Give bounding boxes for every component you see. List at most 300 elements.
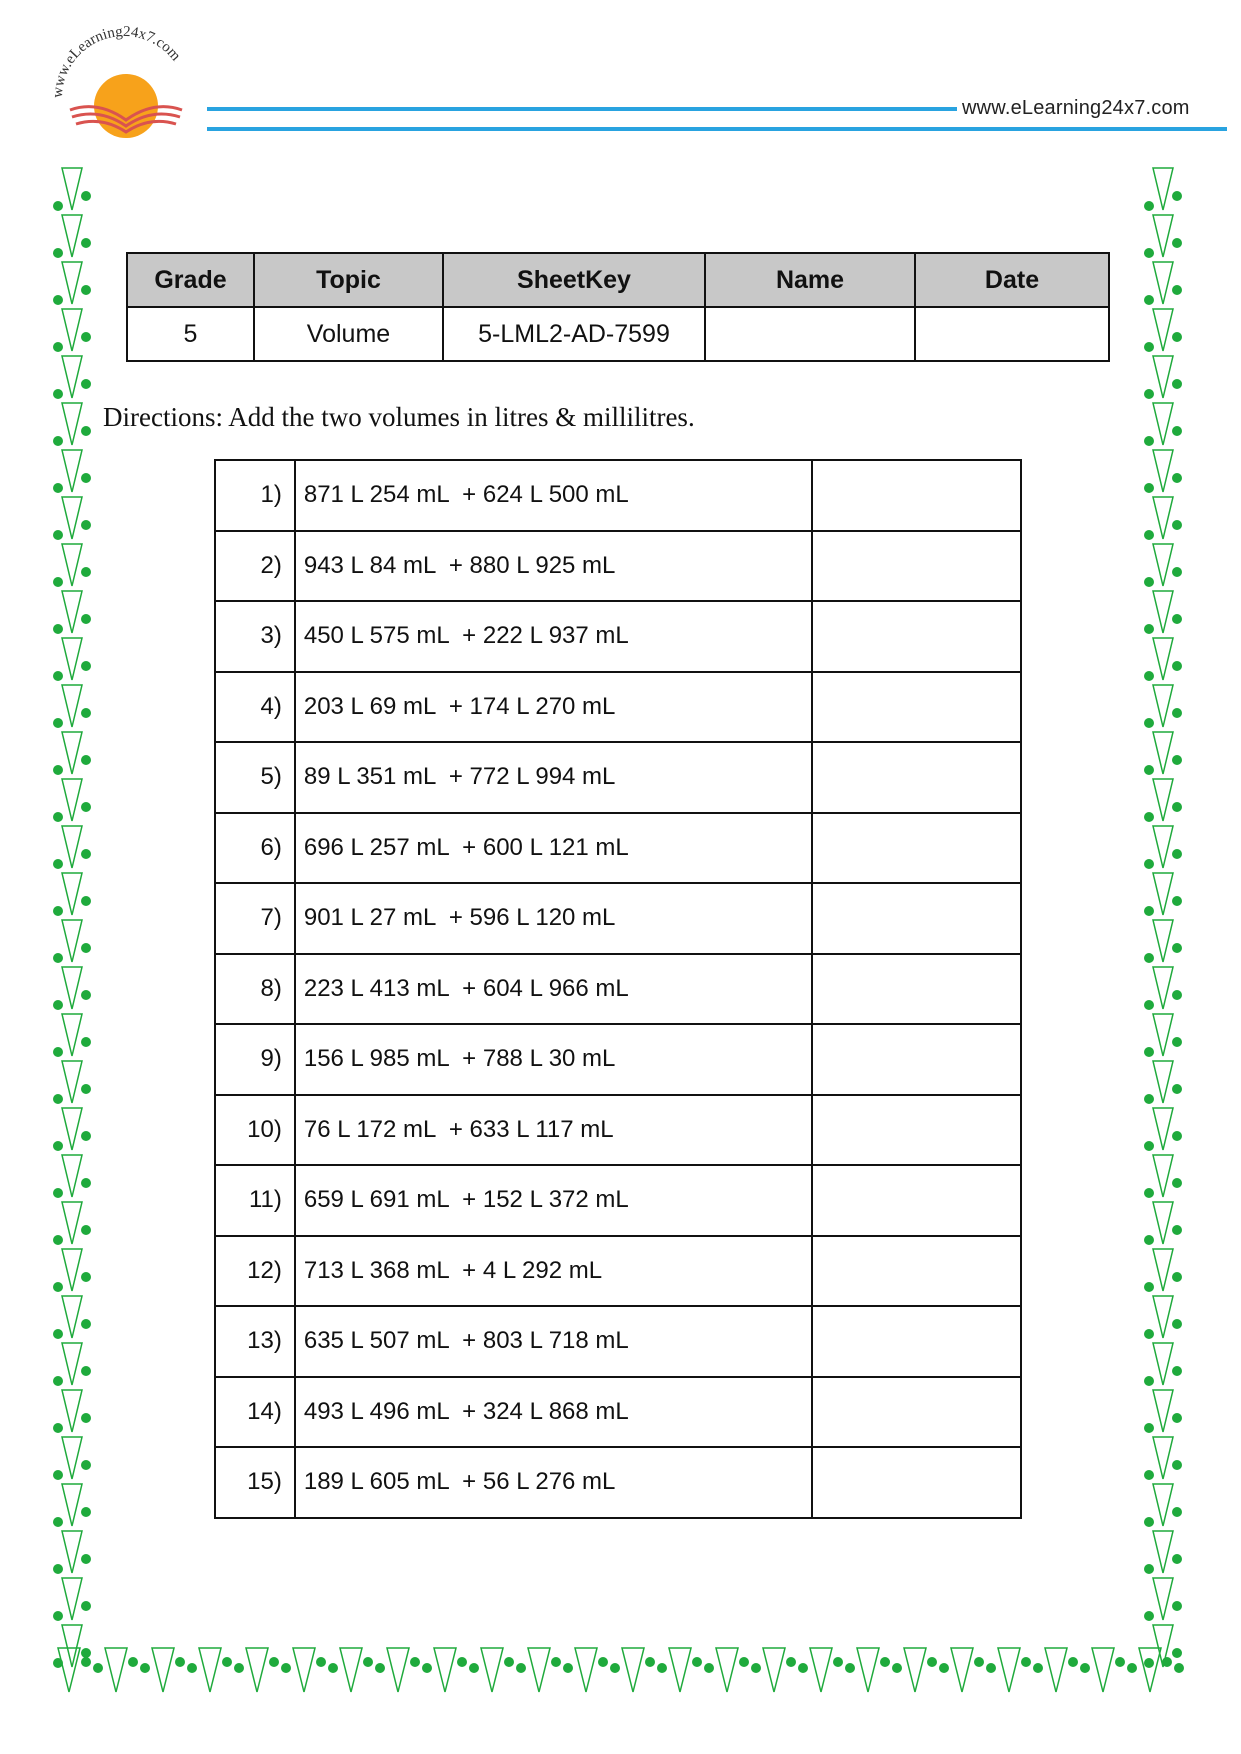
border-dot: [598, 1657, 608, 1667]
answer-cell[interactable]: [812, 1165, 1021, 1236]
border-dot: [845, 1663, 855, 1673]
border-dot: [53, 1470, 63, 1480]
border-triangle: [1153, 638, 1173, 680]
header-date: Date: [915, 253, 1109, 307]
border-dot: [81, 1657, 91, 1667]
border-dot: [1172, 1037, 1182, 1047]
border-dot: [222, 1657, 232, 1667]
border-dot: [657, 1663, 667, 1673]
border-dot: [1144, 1094, 1154, 1104]
border-dot: [692, 1657, 702, 1667]
problem-row: [215, 1447, 1021, 1518]
border-triangle: [1153, 1296, 1173, 1338]
border-triangle: [1153, 1437, 1173, 1479]
border-dot: [81, 1084, 91, 1094]
border-triangle: [387, 1648, 409, 1692]
border-dot: [1144, 812, 1154, 822]
border-dot: [281, 1663, 291, 1673]
answer-cell[interactable]: [812, 1236, 1021, 1307]
problem-row: [215, 1236, 1021, 1307]
border-triangle: [62, 403, 82, 445]
border-triangle: [62, 1155, 82, 1197]
answer-cell[interactable]: [812, 601, 1021, 672]
problem-row: [215, 1165, 1021, 1236]
border-dot: [316, 1657, 326, 1667]
border-triangle: [62, 1202, 82, 1244]
problem-expression: 203 L 69 mL + 174 L 270 mL: [295, 672, 812, 743]
problem-row: [215, 954, 1021, 1025]
site-url: www.eLearning24x7.com: [962, 97, 1190, 119]
topic-value: Volume: [254, 307, 443, 361]
border-dot: [410, 1657, 420, 1667]
border-dot: [1144, 1658, 1154, 1668]
elearning-logo: [40, 20, 210, 150]
border-triangle: [62, 1014, 82, 1056]
problem-row: [215, 531, 1021, 602]
border-triangle: [62, 685, 82, 727]
border-dot: [1172, 1554, 1182, 1564]
border-dot: [1172, 661, 1182, 671]
border-dot: [1172, 614, 1182, 624]
border-triangle: [62, 638, 82, 680]
header-sheetkey: SheetKey: [443, 253, 705, 307]
border-dot: [81, 755, 91, 765]
border-dot: [645, 1657, 655, 1667]
border-triangle: [1153, 920, 1173, 962]
border-dot: [53, 1235, 63, 1245]
border-dot: [53, 483, 63, 493]
name-field[interactable]: [705, 307, 915, 361]
border-dot: [1144, 906, 1154, 916]
border-dot: [81, 1178, 91, 1188]
answer-cell[interactable]: [812, 1306, 1021, 1377]
border-triangle: [62, 1437, 82, 1479]
border-dot: [81, 1648, 91, 1658]
border-dot: [1172, 1131, 1182, 1141]
border-dot: [1144, 1282, 1154, 1292]
border-dot: [1174, 1663, 1184, 1673]
border-triangle: [62, 779, 82, 821]
border-dot: [81, 1554, 91, 1564]
border-dot: [53, 1094, 63, 1104]
border-triangle: [246, 1648, 268, 1692]
border-triangle: [1153, 1202, 1173, 1244]
answer-cell[interactable]: [812, 460, 1021, 531]
problem-expression: 450 L 575 mL + 222 L 937 mL: [295, 601, 812, 672]
border-dot: [786, 1657, 796, 1667]
border-dot: [81, 1366, 91, 1376]
border-dot: [1172, 1648, 1182, 1658]
border-dot: [1144, 201, 1154, 211]
border-triangle: [62, 497, 82, 539]
problem-expression: 493 L 496 mL + 324 L 868 mL: [295, 1377, 812, 1448]
border-dot: [1144, 859, 1154, 869]
border-triangle: [62, 1390, 82, 1432]
border-triangle: [998, 1648, 1020, 1692]
border-dot: [53, 389, 63, 399]
border-triangle: [293, 1648, 315, 1692]
problems-table: [214, 459, 1022, 1519]
border-dot: [1144, 436, 1154, 446]
border-triangle: [62, 873, 82, 915]
border-dot: [53, 1329, 63, 1339]
border-dot: [1144, 671, 1154, 681]
border-triangle: [1153, 873, 1173, 915]
border-dot: [81, 1037, 91, 1047]
border-dot: [704, 1663, 714, 1673]
border-dot: [53, 812, 63, 822]
border-dot: [81, 1131, 91, 1141]
border-dot: [81, 849, 91, 859]
border-dot: [1144, 530, 1154, 540]
border-dot: [1144, 1235, 1154, 1245]
border-dot: [81, 1413, 91, 1423]
problem-row: [215, 1377, 1021, 1448]
border-triangle: [1153, 1390, 1173, 1432]
problem-expression: 189 L 605 mL + 56 L 276 mL: [295, 1447, 812, 1518]
border-dot: [81, 520, 91, 530]
border-triangle: [1153, 356, 1173, 398]
border-triangle: [62, 1625, 82, 1667]
border-dot: [1172, 755, 1182, 765]
border-dot: [1172, 1601, 1182, 1611]
border-dot: [81, 191, 91, 201]
border-triangle: [1092, 1648, 1114, 1692]
border-dot: [81, 802, 91, 812]
border-dot: [1172, 990, 1182, 1000]
answer-cell[interactable]: [812, 954, 1021, 1025]
header-name: Name: [705, 253, 915, 307]
border-dot: [1144, 1376, 1154, 1386]
border-dot: [81, 285, 91, 295]
problem-row: [215, 883, 1021, 954]
border-triangle: [62, 1531, 82, 1573]
border-dot: [1172, 802, 1182, 812]
border-dot: [551, 1657, 561, 1667]
date-field[interactable]: [915, 307, 1109, 361]
border-triangle: [1139, 1648, 1161, 1692]
problem-number: 11): [215, 1165, 295, 1236]
border-triangle: [1153, 1343, 1173, 1385]
border-triangle: [1153, 262, 1173, 304]
border-triangle: [1153, 1625, 1173, 1667]
border-dot: [1080, 1663, 1090, 1673]
border-dot: [1144, 953, 1154, 963]
border-triangle: [62, 450, 82, 492]
border-triangle: [199, 1648, 221, 1692]
border-dot: [1144, 1517, 1154, 1527]
border-dot: [739, 1657, 749, 1667]
border-triangle: [62, 1484, 82, 1526]
problem-number: 10): [215, 1095, 295, 1166]
border-triangle: [904, 1648, 926, 1692]
border-dot: [363, 1657, 373, 1667]
border-dot: [81, 943, 91, 953]
border-dot: [1144, 1188, 1154, 1198]
answer-cell[interactable]: [812, 531, 1021, 602]
border-dot: [1172, 943, 1182, 953]
sheetkey-value: 5-LML2-AD-7599: [443, 307, 705, 361]
border-dot: [53, 718, 63, 728]
border-dot: [269, 1657, 279, 1667]
border-dot: [1127, 1663, 1137, 1673]
border-triangle: [1153, 309, 1173, 351]
border-dot: [1144, 577, 1154, 587]
border-triangle: [62, 1061, 82, 1103]
border-triangle: [340, 1648, 362, 1692]
border-dot: [53, 624, 63, 634]
border-dot: [53, 859, 63, 869]
border-dot: [1172, 332, 1182, 342]
header-rule-top: [207, 107, 957, 111]
border-dot: [1172, 1178, 1182, 1188]
answer-cell[interactable]: [812, 672, 1021, 743]
border-dot: [375, 1663, 385, 1673]
answer-cell[interactable]: [812, 813, 1021, 884]
border-dot: [53, 1047, 63, 1057]
border-dot: [1144, 1564, 1154, 1574]
problem-row: [215, 1095, 1021, 1166]
border-dot: [516, 1663, 526, 1673]
border-dot: [1172, 1366, 1182, 1376]
border-dot: [1172, 1084, 1182, 1094]
problem-number: 13): [215, 1306, 295, 1377]
border-triangle: [434, 1648, 456, 1692]
border-dot: [1144, 342, 1154, 352]
border-triangle: [1153, 497, 1173, 539]
border-dot: [986, 1663, 996, 1673]
border-triangle: [62, 1296, 82, 1338]
border-dot: [1172, 285, 1182, 295]
problem-number: 7): [215, 883, 295, 954]
border-dot: [1172, 896, 1182, 906]
border-dot: [81, 238, 91, 248]
border-dot: [81, 896, 91, 906]
border-dot: [81, 661, 91, 671]
border-triangle: [1153, 450, 1173, 492]
border-dot: [53, 906, 63, 916]
border-triangle: [152, 1648, 174, 1692]
answer-cell[interactable]: [812, 883, 1021, 954]
problem-row: [215, 742, 1021, 813]
problem-expression: 696 L 257 mL + 600 L 121 mL: [295, 813, 812, 884]
border-dot: [175, 1657, 185, 1667]
border-triangle: [1153, 215, 1173, 257]
border-dot: [1144, 295, 1154, 305]
border-dot: [1172, 379, 1182, 389]
border-dot: [1144, 389, 1154, 399]
border-triangle: [622, 1648, 644, 1692]
border-dot: [53, 248, 63, 258]
border-dot: [1144, 624, 1154, 634]
border-dot: [53, 295, 63, 305]
border-triangle: [951, 1648, 973, 1692]
border-dot: [234, 1663, 244, 1673]
border-dot: [53, 671, 63, 681]
border-dot: [1172, 1413, 1182, 1423]
border-triangle: [62, 215, 82, 257]
problem-row: [215, 1306, 1021, 1377]
border-triangle: [1153, 1108, 1173, 1150]
border-dot: [81, 332, 91, 342]
border-triangle: [62, 826, 82, 868]
problem-number: 1): [215, 460, 295, 531]
border-dot: [53, 1141, 63, 1151]
border-dot: [53, 1423, 63, 1433]
sun-icon: [94, 74, 158, 138]
border-dot: [1144, 1141, 1154, 1151]
border-dot: [833, 1657, 843, 1667]
border-dot: [1144, 718, 1154, 728]
border-dot: [81, 379, 91, 389]
header-topic: Topic: [254, 253, 443, 307]
border-dot: [974, 1657, 984, 1667]
border-dot: [563, 1663, 573, 1673]
border-dot: [1144, 248, 1154, 258]
border-dot: [1172, 1225, 1182, 1235]
border-triangle: [1153, 1249, 1173, 1291]
border-dot: [93, 1663, 103, 1673]
border-dot: [1172, 426, 1182, 436]
border-dot: [81, 990, 91, 1000]
border-triangle: [1153, 779, 1173, 821]
problem-expression: 871 L 254 mL + 624 L 500 mL: [295, 460, 812, 531]
border-triangle: [1153, 1484, 1173, 1526]
border-dot: [53, 1000, 63, 1010]
problem-number: 9): [215, 1024, 295, 1095]
border-dot: [53, 577, 63, 587]
border-dot: [81, 1272, 91, 1282]
grade-value: 5: [127, 307, 254, 361]
border-triangle: [62, 168, 82, 210]
border-triangle: [105, 1648, 127, 1692]
border-triangle: [716, 1648, 738, 1692]
border-dot: [1144, 1611, 1154, 1621]
border-triangle: [62, 262, 82, 304]
border-dot: [53, 1376, 63, 1386]
border-dot: [1172, 1460, 1182, 1470]
border-dot: [927, 1657, 937, 1667]
directions-text: Directions: Add the two volumes in litres & millilitres.: [103, 402, 695, 432]
border-dot: [1115, 1657, 1125, 1667]
border-dot: [1144, 1423, 1154, 1433]
border-dot: [53, 953, 63, 963]
problem-expression: 659 L 691 mL + 152 L 372 mL: [295, 1165, 812, 1236]
problem-row: [215, 460, 1021, 531]
border-triangle: [62, 1578, 82, 1620]
border-triangle: [1153, 1014, 1173, 1056]
border-triangle: [62, 732, 82, 774]
border-dot: [81, 426, 91, 436]
border-triangle: [1153, 685, 1173, 727]
answer-cell[interactable]: [812, 1447, 1021, 1518]
problem-row: [215, 1024, 1021, 1095]
border-dot: [81, 567, 91, 577]
border-triangle: [62, 1343, 82, 1385]
problem-number: 6): [215, 813, 295, 884]
border-triangle: [62, 920, 82, 962]
border-dot: [81, 614, 91, 624]
border-dot: [1068, 1657, 1078, 1667]
problem-number: 5): [215, 742, 295, 813]
border-dot: [53, 1517, 63, 1527]
border-triangle: [857, 1648, 879, 1692]
border-dot: [81, 1507, 91, 1517]
answer-cell[interactable]: [812, 742, 1021, 813]
border-triangle: [62, 591, 82, 633]
problem-expression: 223 L 413 mL + 604 L 966 mL: [295, 954, 812, 1025]
problem-number: 12): [215, 1236, 295, 1307]
problem-expression: 76 L 172 mL + 633 L 117 mL: [295, 1095, 812, 1166]
border-dot: [1162, 1657, 1172, 1667]
border-dot: [1144, 1000, 1154, 1010]
border-dot: [1033, 1663, 1043, 1673]
border-triangle: [58, 1648, 80, 1692]
border-dot: [187, 1663, 197, 1673]
border-dot: [798, 1663, 808, 1673]
border-dot: [53, 342, 63, 352]
border-triangle: [62, 967, 82, 1009]
problem-number: 4): [215, 672, 295, 743]
border-dot: [53, 436, 63, 446]
answer-cell[interactable]: [812, 1377, 1021, 1448]
answer-cell[interactable]: [812, 1024, 1021, 1095]
border-dot: [53, 530, 63, 540]
border-dot: [1144, 1470, 1154, 1480]
border-triangle: [62, 1108, 82, 1150]
border-dot: [939, 1663, 949, 1673]
border-dot: [1172, 1319, 1182, 1329]
problem-expression: 156 L 985 mL + 788 L 30 mL: [295, 1024, 812, 1095]
border-dot: [469, 1663, 479, 1673]
border-dot: [1172, 191, 1182, 201]
border-dot: [53, 1188, 63, 1198]
border-triangle: [62, 356, 82, 398]
border-dot: [880, 1657, 890, 1667]
border-dot: [81, 1460, 91, 1470]
problem-expression: 713 L 368 mL + 4 L 292 mL: [295, 1236, 812, 1307]
header-grade: Grade: [127, 253, 254, 307]
border-dot: [1144, 1329, 1154, 1339]
problem-number: 15): [215, 1447, 295, 1518]
border-triangle: [1045, 1648, 1067, 1692]
border-dot: [140, 1663, 150, 1673]
problem-number: 3): [215, 601, 295, 672]
border-dot: [457, 1657, 467, 1667]
problem-row: [215, 672, 1021, 743]
border-dot: [81, 1319, 91, 1329]
border-triangle: [1153, 544, 1173, 586]
border-dot: [81, 1225, 91, 1235]
border-dot: [53, 1282, 63, 1292]
border-triangle: [1153, 732, 1173, 774]
border-dot: [128, 1657, 138, 1667]
border-dot: [81, 473, 91, 483]
border-dot: [328, 1663, 338, 1673]
border-dot: [1144, 765, 1154, 775]
border-dot: [610, 1663, 620, 1673]
border-triangle: [1153, 168, 1173, 210]
border-triangle: [62, 309, 82, 351]
border-dot: [1172, 1272, 1182, 1282]
border-dot: [1172, 849, 1182, 859]
answer-cell[interactable]: [812, 1095, 1021, 1166]
border-dot: [53, 201, 63, 211]
border-triangle: [763, 1648, 785, 1692]
border-triangle: [1153, 1155, 1173, 1197]
border-dot: [53, 1611, 63, 1621]
border-dot: [1144, 483, 1154, 493]
